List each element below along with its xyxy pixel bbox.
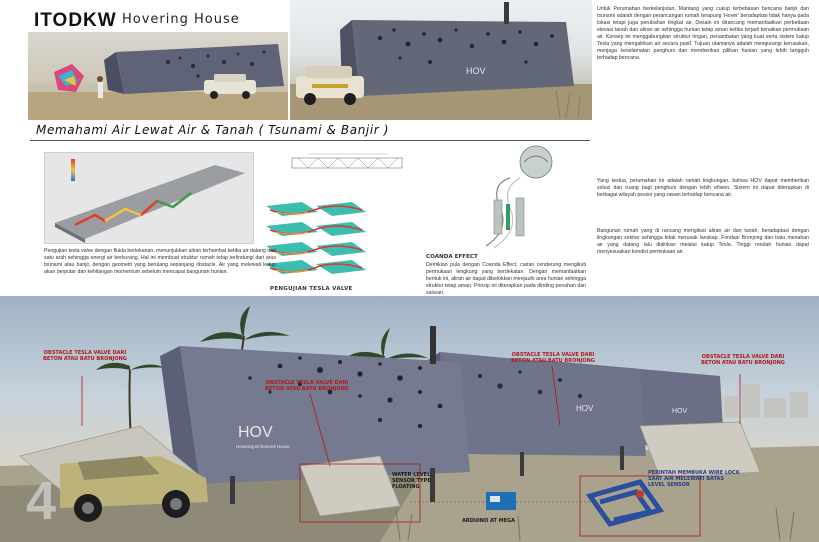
hov-brand-second: HOV <box>576 404 594 413</box>
obstacle-label-4: OBSTACLE TESLA VALVE DARI BETON ATAU BATU BRONJONG <box>701 354 785 366</box>
tesla-valve-description: Pengujian tesla valve dengan fluida bertekanan, menunjukkan aliran terhambat ketika air datang dari satu arah sehingga energi air berkurang. Hal ini membuat struktur rumah tetap terlindungi dari arus tsunami atau banjir, dengan geometri yang berulang sepanjang obstacle. Air yang melewati katup akan berputar dan kehilangan momentum sebelum mencapai bangunan hunian. <box>44 248 276 275</box>
obstacle-label-3: OBSTACLE TESLA VALVE DARI BETON ATAU BATU BRONJONG <box>511 352 595 364</box>
site-render-illustration <box>0 296 819 542</box>
coanda-effect-title: COANDA EFFECT <box>426 254 478 260</box>
brand-title: ITODKW <box>34 10 117 31</box>
project-subtitle: Hovering House <box>122 12 240 27</box>
photo-house-exterior-right <box>290 0 592 120</box>
flow-simulation-image <box>44 152 254 244</box>
tesla-valve-test-pattern <box>262 198 370 280</box>
svg-text:HOV: HOV <box>466 66 486 76</box>
hov-tagline-main: Hovering Enhanced House <box>236 444 290 449</box>
obstacle-label-2: OBSTACLE TESLA VALVE DARI BETON ATAU BATU BRONJONG <box>265 380 349 392</box>
page-number: 4 <box>26 471 57 531</box>
arduino-label: ARDUINO AT MEGA <box>462 518 515 524</box>
section-heading: Memahami Air Lewat Air & Tanah ( Tsunami & Banjir ) <box>36 123 390 137</box>
second-paragraph: Yang kedua, perumahan ini adalah ramah lingkungan, bahwa HOV dapat memberikan solusi dan ruang bagi penghuni dengan lebih efisien. Sistem ini dapat diterapkan di berbagai wilayah pesisir yang rawan terhadap bencana air. <box>597 178 809 198</box>
coanda-effect-description: Demikian pula dengan Coanda Effect, cairan cenderung mengikuti permukaan lengkung yang berdekatan. Dengan memanfaatkan bentuk ini, aliran air dapat dibelokkan menjauhi area hunian sehingga struktur tetap aman. Prinsip ini diterapkan pada dinding penahan dan saluran. <box>426 262 586 296</box>
hov-brand-main: HOV <box>238 424 273 441</box>
intro-paragraph: Untuk Perumahan berkelanjutan, Mantang yang cukup terbebasan bencana banjir dan tsunami adalah dengan perancangan rumah terapung 'Hover' beradaptasi tidak hanya pada lokasi tetapi juga perubahan tingkat air. Desain ini dirancang memanfaatkan perbedaan elevasi tanah dan aliran air sehingga hunian tetap aman ketika terjadi kenaikan permukaan air. Konsep ini menggabungkan struktur ringan, penambatan yang kuat serta sistem katup Tesla yang mengalirkan air secara pasif. Tujuan utamanya adalah mengurangi kerusakan, menjaga keselamatan penghuni dan memberikan pilihan hunian yang lebih tangguh terhadap bencana. <box>597 6 809 61</box>
photo-house-exterior-left <box>28 32 288 120</box>
tesla-valve-caption: PENGUJIAN TESLA VALVE <box>270 286 353 292</box>
tesla-valve-sketch <box>288 150 406 176</box>
wire-lock-command-label: PERINTAH MEMBUKA WIRE LOCK SAAT AIR MELEWATI BATAS LEVEL SENSOR <box>648 470 740 488</box>
obstacle-label-1: OBSTACLE TESLA VALVE DARI BETON ATAU BATU BRONJONG <box>43 350 127 362</box>
third-paragraph: Bangunan rumah yang di rancang mengikuti aliran air dan tanah, beradaptasi dengan lingkungan sekitar sehingga tidak merusak lanskap. Fondasi Bronjong dan batu menahan air yang datang lalu dialirkan melalui katup Tesla. Tinggi rendah hunian dapat menyesuaikan kondisi permukaan air. <box>597 228 809 255</box>
hov-brand-third: HOV <box>672 408 688 415</box>
coanda-effect-diagram <box>390 138 580 250</box>
water-level-sensor-label: WATER LEVEL SENSOR TYPE FLOATING <box>392 472 431 490</box>
